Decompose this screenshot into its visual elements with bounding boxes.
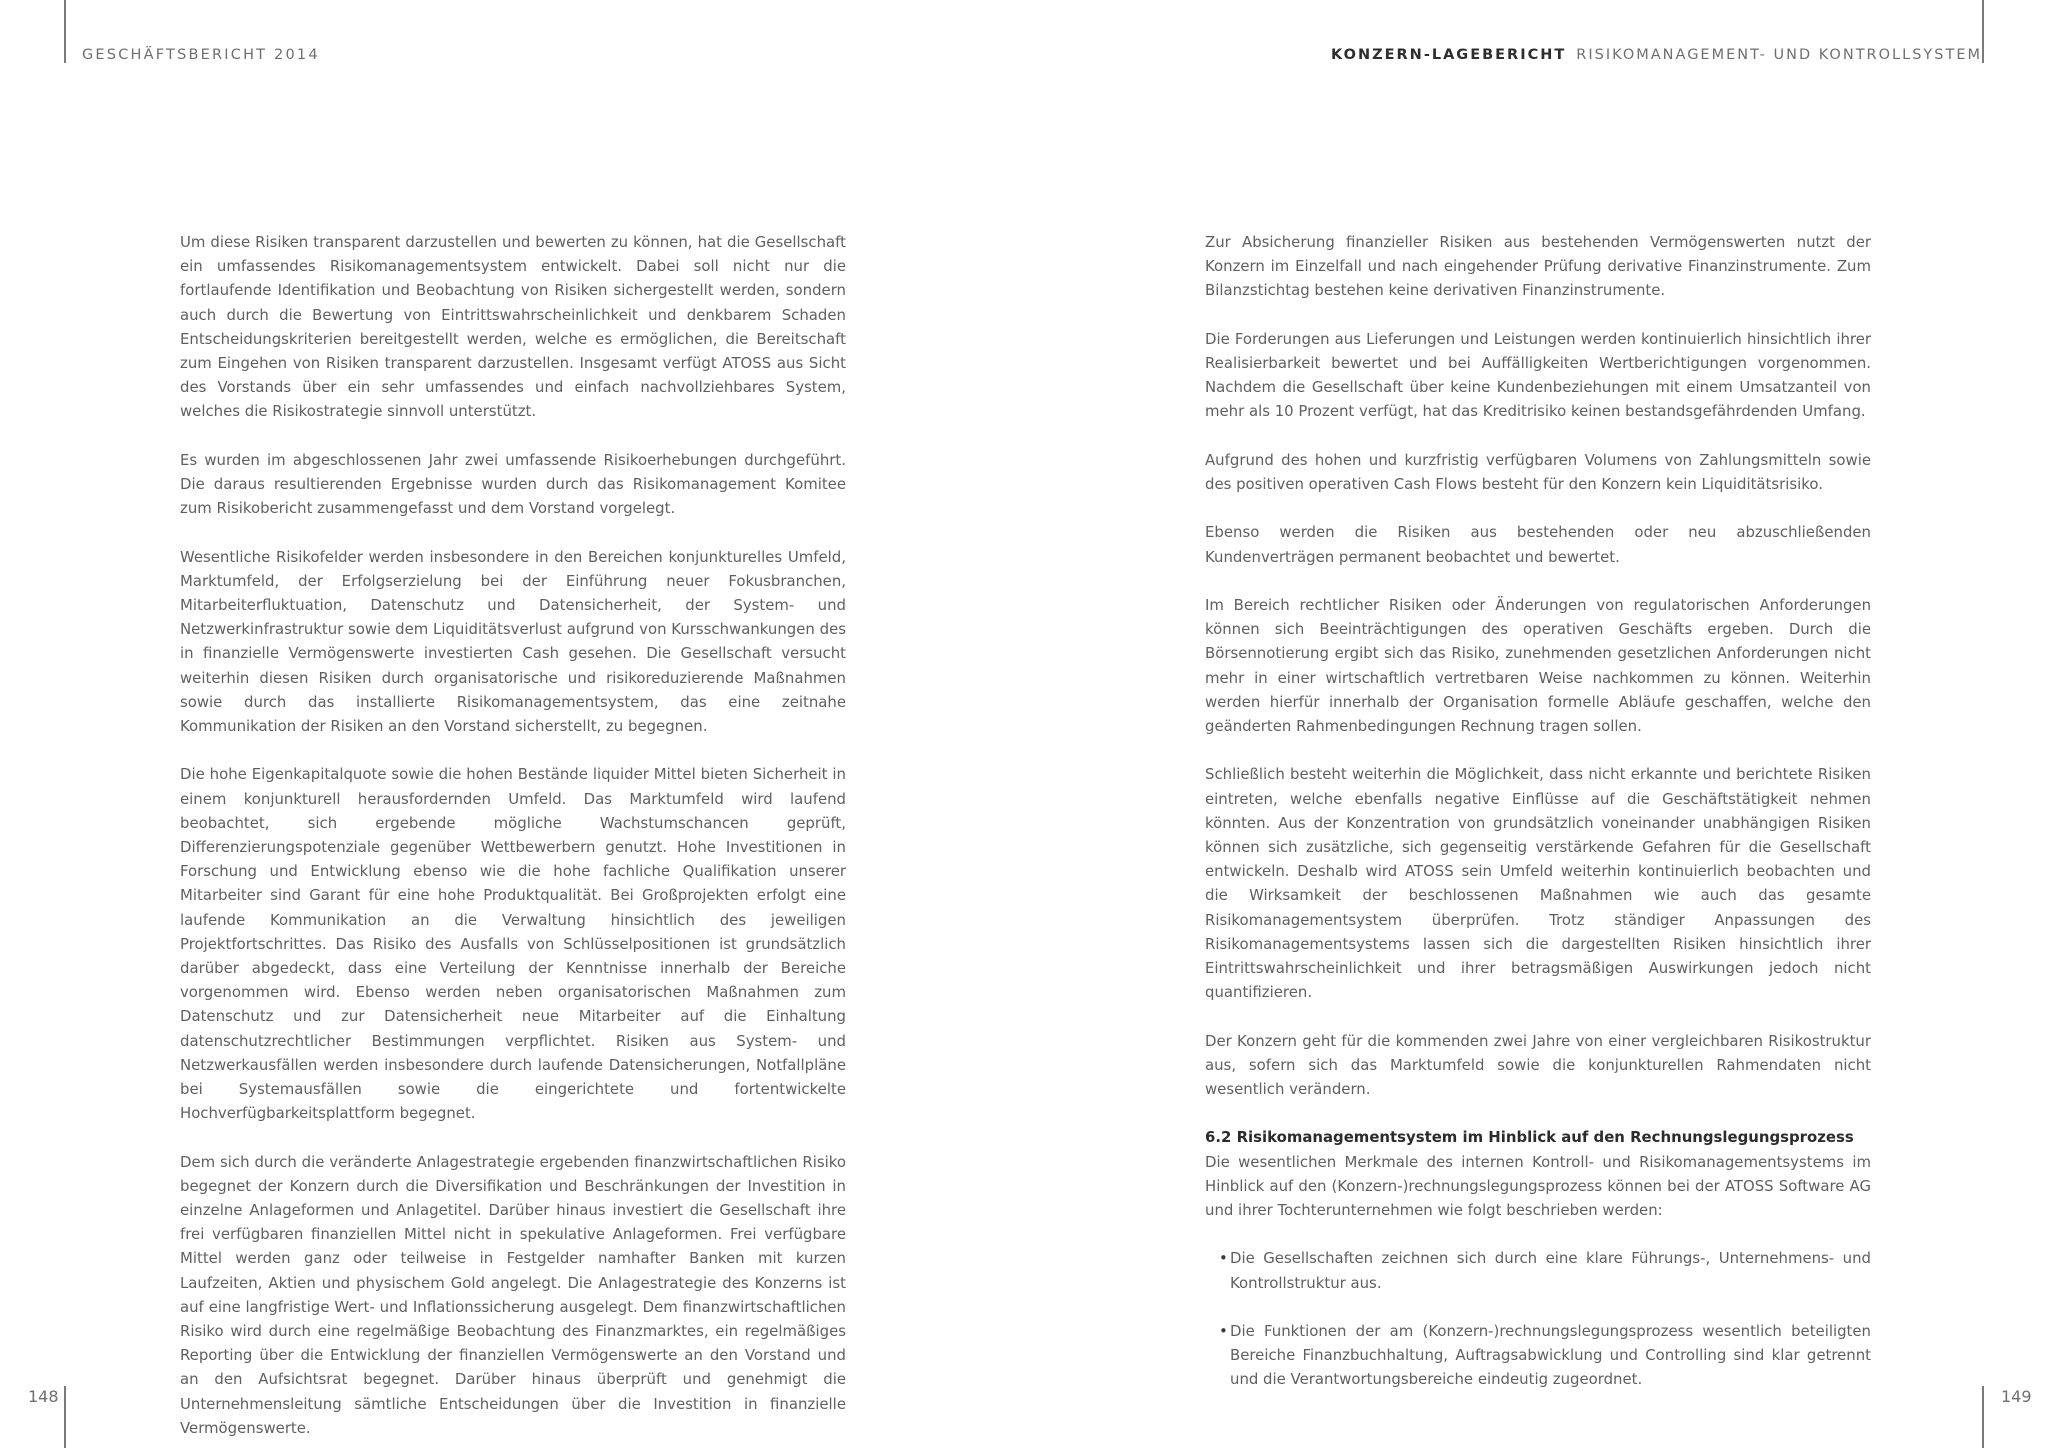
top-right-crop-line bbox=[1982, 0, 1984, 63]
top-left-crop-line bbox=[64, 0, 66, 63]
paragraph: Die hohe Eigenkapitalquote sowie die hohen Bestände liquider Mittel bieten Sicherheit in einem konjunkturell herausfordernden Umfeld. Das Marktumfeld wird laufend beobachtet, sich ergebende mögliche Wachstumschancen geprüft, Differenzierungspotenziale gegenüber Wettbewerbern genutzt. Hohe Investitionen in Forschung und Entwicklung ebenso wie die hohe fachliche Qualifikation unserer Mitarbeiter sind Garant für eine hohe Produktqualität. Bei Großprojekten erfolgt eine laufende Kommunikation an die Verwaltung hinsichtlich des jeweiligen Projektfortschrittes. Das Risiko des Ausfalls von Schlüsselpositionen ist grundsätzlich darüber abgedeckt, dass eine Verteilung der Kenntnisse innerhalb der Bereiche vorgenommen wird. Ebenso werden neben organisatorischen Maßnahmen zum Datenschutz und zur Datensicherheit neue Mitarbeiter auf die Einhaltung datenschutzrechtlicher Bestimmungen verpflichtet. Risiken aus System- und Netzwerkausfällen werden insbesondere durch laufende Datensicherungen, Notfallpläne bei Systemausfällen sowie die eingerichtete und fortentwickelte Hochverfügbarkeitsplattform begegnet. bbox=[180, 765, 846, 1123]
list-item-text: Die Funktionen der am (Konzern-)rechnungslegungsprozess wesentlich beteiligten Bereiche Finanzbuchhaltung, Auftragsabwicklung und Controlling sind klar getrennt und die Verantwortungsbereiche eindeutig zugeordnet. bbox=[1230, 1322, 1871, 1389]
running-header-left: GESCHÄFTSBERICHT 2014 bbox=[82, 47, 320, 63]
bottom-left-crop-line bbox=[64, 1386, 66, 1448]
section-heading: 6.2 Risikomanagementsystem im Hinblick auf den Rechnungslegungsprozess bbox=[1205, 1128, 1854, 1147]
bullet-list bbox=[1205, 1246, 1871, 1391]
list-item-text: Die Gesellschaften zeichnen sich durch eine klare Führungs-, Unternehmens- und Kontrollstruktur aus. bbox=[1230, 1249, 1871, 1292]
paragraph: Ebenso werden die Risiken aus bestehenden oder neu abzuschließenden Kundenverträgen permanent beobachtet und bewertet. bbox=[1205, 523, 1871, 566]
paragraph: Um diese Risiken transparent darzustellen und bewerten zu können, hat die Gesellschaft ein umfassendes Risikomanagementsystem entwickelt. Dabei soll nicht nur die fortlaufende Identifikation und Beobachtung von Risiken sichergestellt werden, sondern auch durch die Bewertung von Eintrittswahrscheinlichkeit und denkbarem Schaden Entscheidungskriterien bereitgestellt werden, welche es ermöglichen, die Bereitschaft zum Eingehen von Risiken transparent darzustellen. Insgesamt verfügt ATOSS aus Sicht des Vorstands über ein sehr umfassendes und einfach nachvollziehbares System, welches die Risikostrategie sinnvoll unterstützt. bbox=[180, 233, 846, 421]
bullet-icon: • bbox=[1219, 1322, 1228, 1340]
section-intro: Die wesentlichen Merkmale des internen Kontroll- und Risikomanagementsystems im Hinblick auf den (Konzern-)rechnungslegungsprozess können bei der ATOSS Software AG und ihrer Tochterunternehmen wie folgt beschrieben werden: bbox=[1205, 1152, 1871, 1220]
paragraph: Im Bereich rechtlicher Risiken oder Änderungen von regulatorischen Anforderungen können sich Beeinträchtigungen des operativen Geschäfts ergeben. Durch die Börsennotierung ergibt sich das Risiko, zunehmenden gesetzlichen Anforderungen nicht mehr in einer wirtschaftlich vertretbaren Weise nachkommen zu können. Weiterhin werden hierfür innerhalb der Organisation formelle Abläufe geschaffen, welche den geänderten Rahmenbedingungen Rechnung tragen sollen. bbox=[1205, 595, 1871, 735]
paragraph: Dem sich durch die veränderte Anlagestrategie ergebenden finanzwirtschaftlichen Risiko begegnet der Konzern durch die Diversifikation und Beschränkungen der Investition in einzelne Anlageformen und Anlagetitel. Darüber hinaus investiert die Gesellschaft ihre frei verfügbaren finanziellen Mittel nicht in spekulative Anlageformen. Frei verfügbare Mittel werden ganz oder teilweise in Festgelder namhafter Banken mit kurzen Laufzeiten, Aktien und physischem Gold angelegt. Die Anlagestrategie des Konzerns ist auf eine langfristige Wert- und Inflationssicherung ausgelegt. Dem finanzwirtschaftlichen Risiko wird durch eine regelmäßige Beobachtung des Finanzmarktes, ein regelmäßiges Reporting über die Entwicklung der finanziellen Vermögenswerte an den Vorstand und an den Aufsichtsrat begegnet. Darüber hinaus überprüft und genehmigt die Unternehmensleitung sämtliche Entscheidungen über die Investition in finanzielle Vermögenswerte. bbox=[180, 1152, 846, 1437]
header-section-title: KONZERN-LAGEBERICHT bbox=[1331, 47, 1567, 63]
paragraph: Die Forderungen aus Lieferungen und Leistungen werden kontinuierlich hinsichtlich ihrer Realisierbarkeit bewertet und bei Auffälligkeiten Wertberichtigungen vorgenommen. Nachdem die Gesellschaft über keine Kundenbeziehungen mit einem Umsatzanteil von mehr als 10 Prozent verfügt, hat das Kreditrisiko keinen bestandsgefährdenden Umfang. bbox=[1205, 329, 1871, 421]
list-item bbox=[1205, 1246, 1871, 1294]
paragraph: Zur Absicherung finanzieller Risiken aus bestehenden Vermögenswerten nutzt der Konzern im Einzelfall und nach eingehender Prüfung derivative Finanzinstrumente. Zum Bilanzstichtag bestehen keine derivativen Finanzinstrumente. bbox=[1205, 233, 1871, 300]
right-page-column bbox=[1205, 230, 1871, 1416]
bullet-icon: • bbox=[1219, 1249, 1228, 1268]
paragraph: Aufgrund des hohen und kurzfristig verfügbaren Volumens von Zahlungsmitteln sowie des positiven operativen Cash Flows besteht für den Konzern kein Liquiditätsrisiko. bbox=[1205, 450, 1871, 493]
running-header-right bbox=[1331, 47, 1982, 63]
page-number-left: 148 bbox=[28, 1387, 59, 1406]
left-page-column bbox=[180, 230, 846, 1448]
header-subsection-title: RISIKOMANAGEMENT- UND KONTROLLSYSTEM bbox=[1576, 47, 1982, 63]
bottom-right-crop-line bbox=[1982, 1386, 1984, 1448]
paragraph: Der Konzern geht für die kommenden zwei Jahre von einer vergleichbaren Risikostruktur aus, sofern sich das Marktumfeld sowie die konjunkturellen Rahmendaten nicht wesentlich verändern. bbox=[1205, 1031, 1871, 1099]
page-number-right: 149 bbox=[2001, 1387, 2032, 1406]
paragraph: Schließlich besteht weiterhin die Möglichkeit, dass nicht erkannte und berichtete Risiken eintreten, welche ebenfalls negative Einflüsse auf die Geschäftstätigkeit nehmen könnten. Aus der Konzentration von grundsätzlich voneinander unabhängigen Risiken können sich zusätzliche, sich gegenseitig verstärkende Gefahren für die Gesellschaft entwickeln. Deshalb wird ATOSS sein Umfeld weiterhin kontinuierlich beobachten und die Wirksamkeit der beschlossenen Maßnahmen wie auch das gesamte Risikomanagementsystem überprüfen. Trotz ständiger Anpassungen des Risikomanagementsystems lassen sich die dargestellten Risiken hinsichtlich ihrer Eintrittswahrscheinlichkeit und ihrer betragsmäßigen Auswirkungen jedoch nicht quantifizieren. bbox=[1205, 765, 1871, 1002]
paragraph: Wesentliche Risikofelder werden insbesondere in den Bereichen konjunkturelles Umfeld, Marktumfeld, der Erfolgserzielung bei der Einführung neuer Fokusbranchen, Mitarbeiterfluktuation, Datenschutz und Datensicherheit, der System- und Netzwerkinfrastruktur sowie dem Liquiditätsverlust aufgrund von Kursschwankungen des in finanzielle Vermögenswerte investierten Cash gesehen. Die Gesellschaft versucht weiterhin diesen Risiken durch organisatorische und risikoreduzierende Maßnahmen sowie durch das installierte Risikomanagementsystem, das eine zeitnahe Kommunikation der Risiken an den Vorstand sicherstellt, zu begegnen. bbox=[180, 547, 846, 736]
paragraph: Es wurden im abgeschlossenen Jahr zwei umfassende Risikoerhebungen durchgeführt. Die daraus resultierenden Ergebnisse wurden durch das Risikomanagement Komitee zum Risikobericht zusammengefasst und dem Vorstand vorgelegt. bbox=[180, 450, 846, 518]
list-item bbox=[1205, 1319, 1871, 1392]
